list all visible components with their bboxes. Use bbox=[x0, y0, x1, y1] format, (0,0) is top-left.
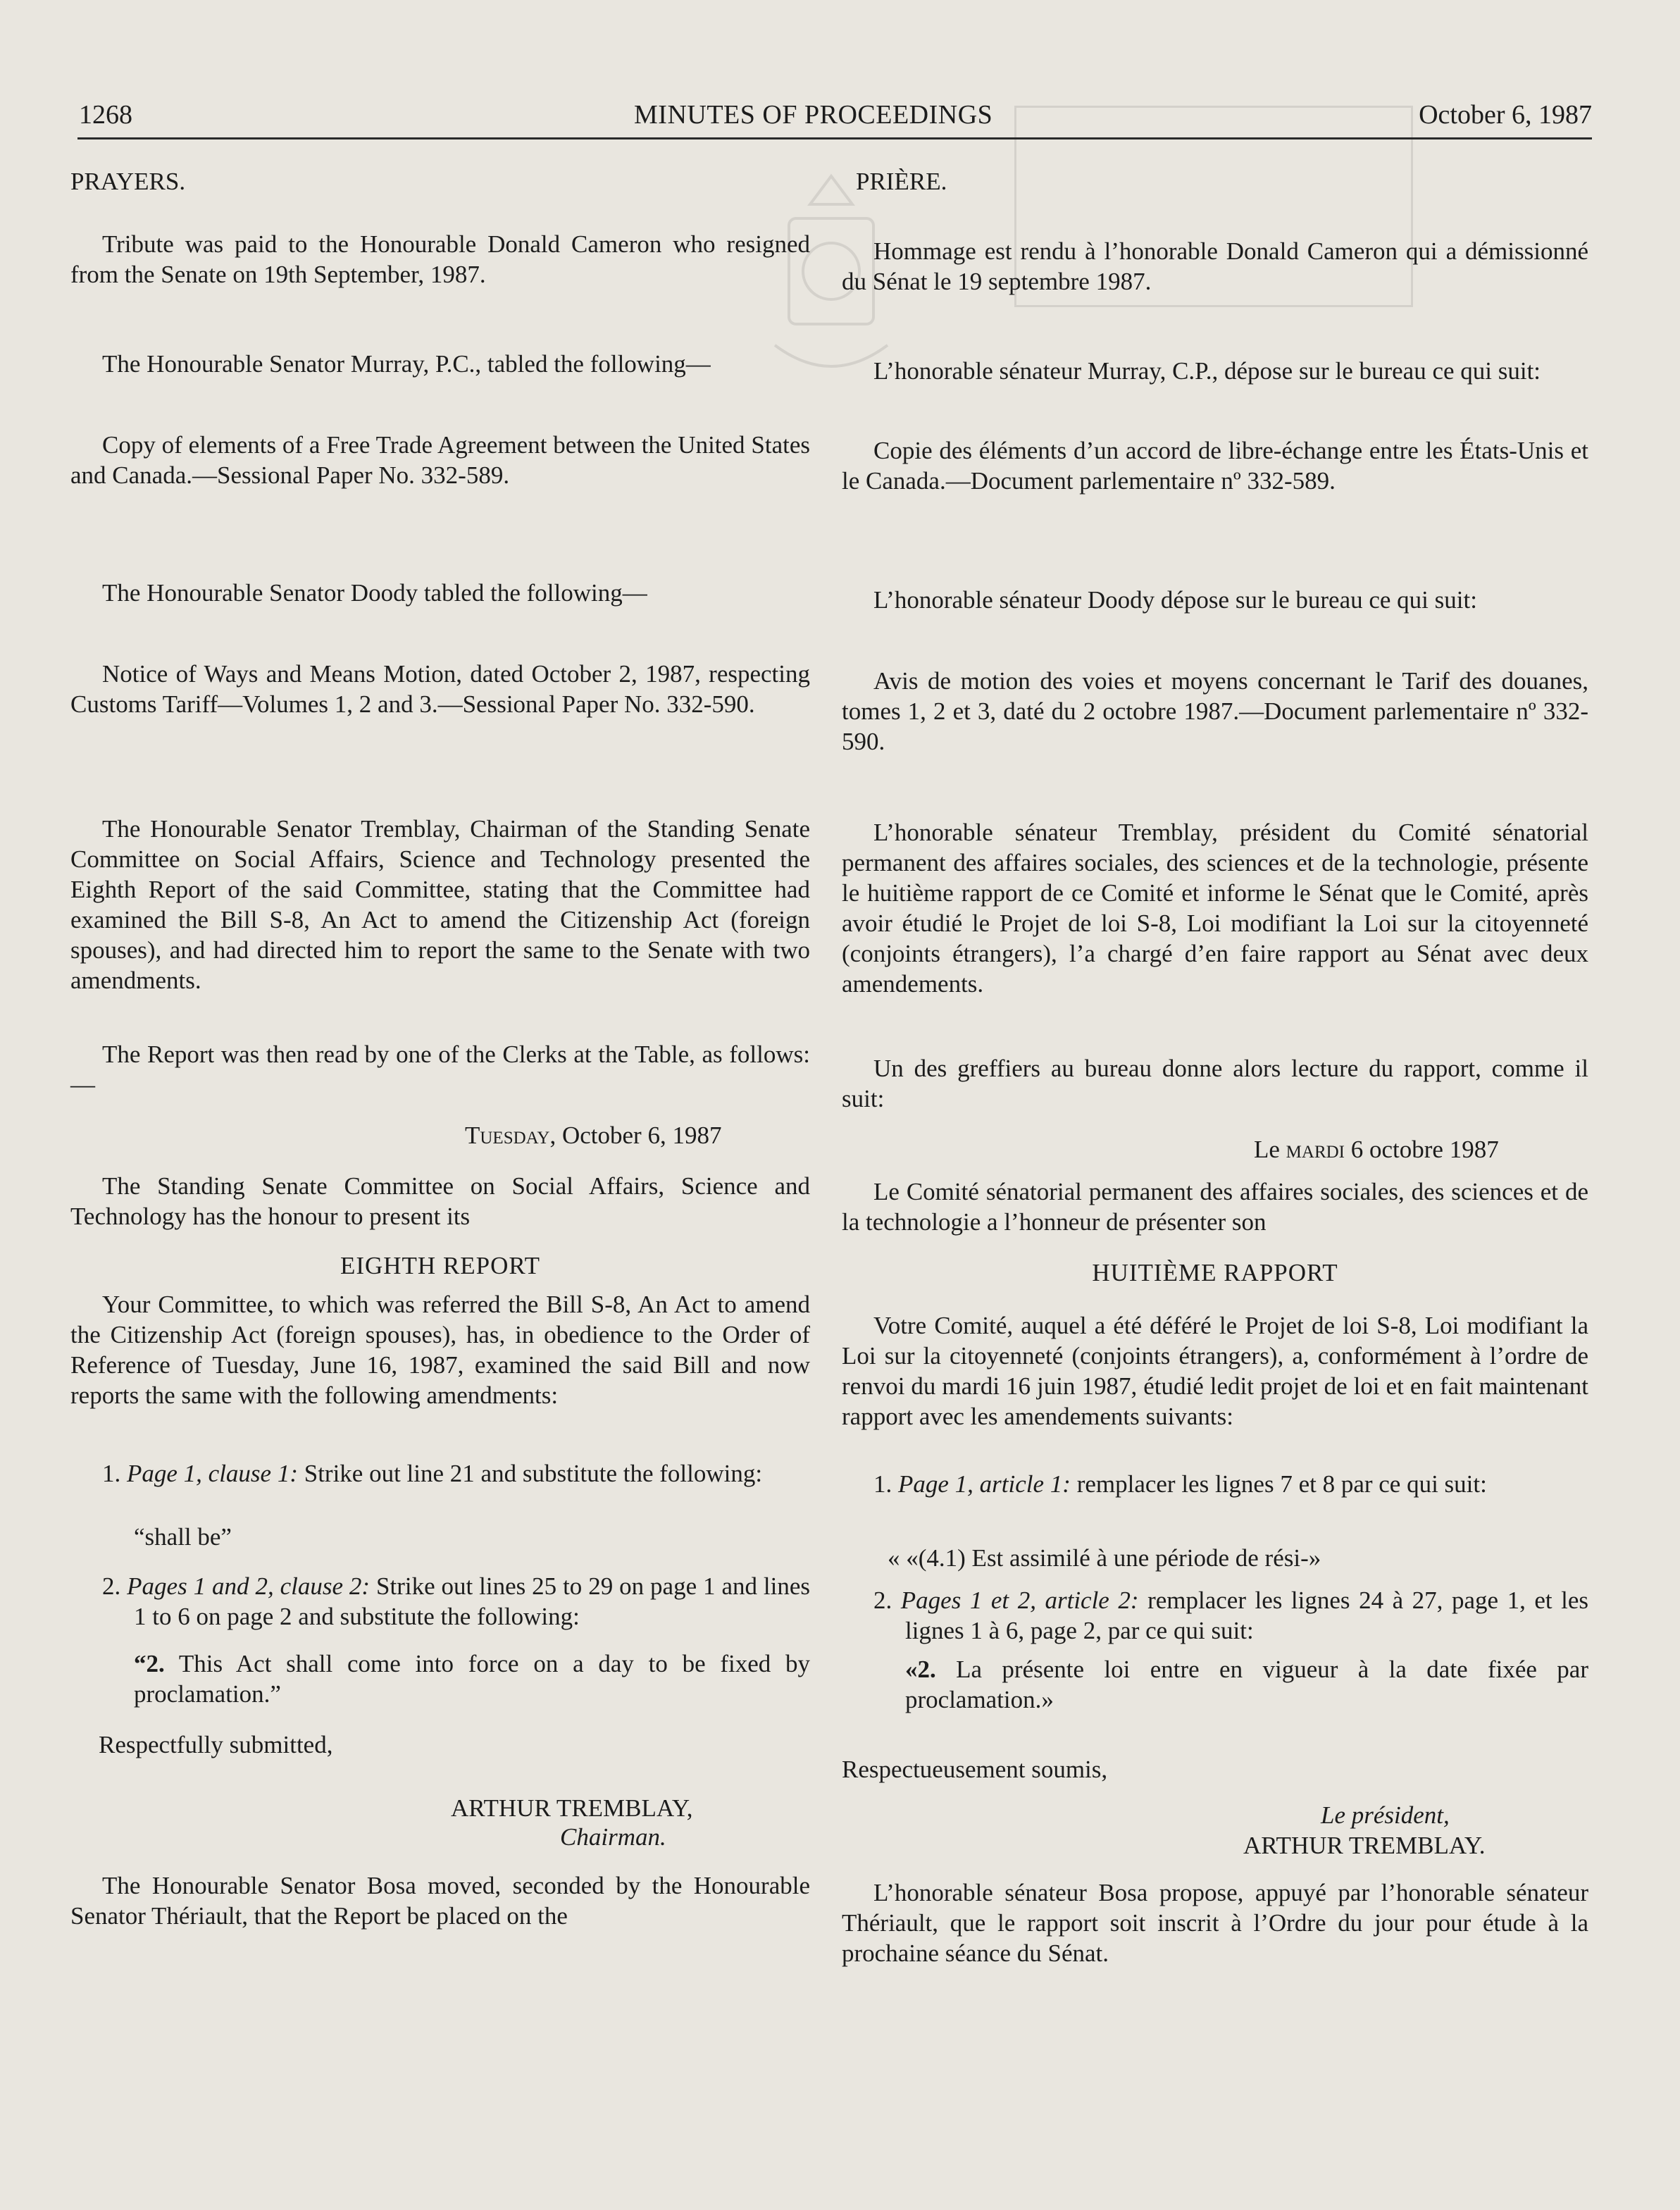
amendment-2-number: 2. bbox=[102, 1572, 121, 1600]
report-date-rest: , October 6, 1987 bbox=[549, 1122, 722, 1149]
amendment-2 bbox=[102, 1571, 810, 1632]
respectfully-submitted: Respectfully submitted, bbox=[99, 1731, 333, 1758]
hommage-paragraph: Hommage est rendu à l’honorable Donald Cameron qui a démissionné du Sénat le 19 septembre 1987. bbox=[842, 237, 1588, 295]
amendement-2-quote-text: La présente loi entre en vigueur à la date fixée par proclamation.» bbox=[905, 1656, 1588, 1713]
amendment-2-reference: Pages 1 and 2, clause 2: bbox=[127, 1572, 371, 1600]
report-read-paragraph: The Report was then read by one of the Clerks at the Table, as follows:— bbox=[70, 1041, 810, 1098]
running-header bbox=[77, 95, 1592, 139]
rapport-date-le: Le bbox=[1254, 1136, 1286, 1163]
lecture-rapport-paragraph: Un des greffiers au bureau donne alors lecture du rapport, comme il suit: bbox=[842, 1055, 1588, 1112]
amendment-2-quote-number: “2. bbox=[134, 1650, 165, 1677]
amendement-2-quote-number: «2. bbox=[905, 1656, 936, 1683]
murray-tabled-paragraph: The Honourable Senator Murray, P.C., tabled the following— bbox=[102, 350, 711, 378]
amendement-2 bbox=[873, 1585, 1588, 1646]
president-title: Le président, bbox=[1321, 1801, 1450, 1829]
rapport-body-paragraph: Votre Comité, auquel a été déféré le Projet de loi S-8, Loi modifiant la Loi sur la citoyenneté (conjoints étrangers), a, conformément à l’ordre de renvoi du mardi 16 juin 1987, étudié ledit projet de loi et en fait maintenant rapport avec les amendements suivants: bbox=[842, 1312, 1588, 1430]
rapport-date-day: mardi bbox=[1286, 1136, 1345, 1163]
report-date bbox=[465, 1120, 810, 1150]
page-number: 1268 bbox=[79, 100, 132, 130]
amendement-1-number: 1. bbox=[873, 1470, 892, 1498]
amendement-1 bbox=[873, 1469, 1588, 1499]
amendment-1-text: Strike out line 21 and substitute the following: bbox=[297, 1460, 763, 1487]
tremblay-presented-paragraph: The Honourable Senator Tremblay, Chairman of the Standing Senate Committee on Social Affairs, Science and Technology presented the Eighth Report of the said Committee, stating that the Committee had examined the Bill S-8, An Act to amend the Citizenship Act (foreign spouses), and had directed him to report the same to the Senate with two amendments. bbox=[70, 815, 810, 994]
murray-depose-paragraph: L’honorable sénateur Murray, C.P., dépose sur le bureau ce qui suit: bbox=[873, 357, 1541, 385]
signer-name: ARTHUR TREMBLAY, bbox=[451, 1794, 693, 1822]
murray-paper-paragraph: Copy of elements of a Free Trade Agreement between the United States and Canada.—Sessional Paper No. 332-589. bbox=[70, 431, 810, 489]
tremblay-presente-paragraph: L’honorable sénateur Tremblay, président du Comité sénatorial permanent des affaires sociales, des sciences et de la technologie, présente le huitième rapport de ce Comité et informe le Sénat que le Comité, après avoir étudié le Projet de loi S-8, Loi modifiant la Loi sur la citoyenneté (conjoints étrangers), l’a chargé d’en faire rapport au Sénat avec deux amendements. bbox=[842, 819, 1588, 998]
rapport-date bbox=[1254, 1134, 1588, 1165]
header-date: October 6, 1987 bbox=[1419, 100, 1592, 130]
header-title: MINUTES OF PROCEEDINGS bbox=[634, 100, 993, 130]
murray-document-paragraph: Copie des éléments d’un accord de libre-échange entre les États-Unis et le Canada.—Document parlementaire nº 332-589. bbox=[842, 437, 1588, 495]
bosa-moved-paragraph: The Honourable Senator Bosa moved, seconded by the Honourable Senator Thériault, that the Report be placed on the bbox=[70, 1872, 810, 1930]
priere-heading: PRIÈRE. bbox=[856, 168, 947, 195]
amendment-1-quote: “shall be” bbox=[134, 1523, 232, 1551]
amendement-1-text: remplacer les lignes 7 et 8 par ce qui suit: bbox=[1070, 1470, 1487, 1498]
report-title: EIGHTH REPORT bbox=[340, 1252, 541, 1279]
doody-depose-paragraph: L’honorable sénateur Doody dépose sur le bureau ce qui suit: bbox=[873, 586, 1477, 614]
report-body-paragraph: Your Committee, to which was referred the Bill S-8, An Act to amend the Citizenship Act (foreign spouses), has, in obedience to the Order of Reference of Tuesday, June 16, 1987, examined the said Bill and now reports the same with the following amendments: bbox=[70, 1291, 810, 1409]
rapport-date-rest: 6 octobre 1987 bbox=[1345, 1136, 1499, 1163]
doody-paper-paragraph: Notice of Ways and Means Motion, dated October 2, 1987, respecting Customs Tariff—Volumes 1, 2 and 3.—Sessional Paper No. 332-590. bbox=[70, 660, 810, 718]
amendement-1-quote: « «(4.1) Est assimilé à une période de rési-» bbox=[888, 1544, 1321, 1572]
amendment-2-quote bbox=[102, 1649, 810, 1709]
respectueusement-soumis: Respectueusement soumis, bbox=[842, 1756, 1108, 1783]
doody-tabled-paragraph: The Honourable Senator Doody tabled the following— bbox=[102, 579, 647, 607]
amendement-2-quote bbox=[873, 1654, 1588, 1715]
amendement-1-reference: Page 1, article 1: bbox=[898, 1470, 1071, 1498]
bosa-propose-paragraph: L’honorable sénateur Bosa propose, appuyé par l’honorable sénateur Thériault, que le rapport soit inscrit à l’Ordre du jour pour étude à la prochaine séance du Sénat. bbox=[842, 1879, 1588, 1967]
amendement-2-text: remplacer les lignes 24 à 27, page 1, et les lignes 1 à 6, page 2, par ce qui suit: bbox=[905, 1587, 1589, 1644]
comite-honneur-paragraph: Le Comité sénatorial permanent des affaires sociales, des sciences et de la technologie a l’honneur de présenter son bbox=[842, 1178, 1588, 1236]
report-date-day: Tuesday bbox=[465, 1122, 550, 1149]
president-name: ARTHUR TREMBLAY. bbox=[1243, 1832, 1486, 1859]
prayers-heading: PRAYERS. bbox=[70, 168, 186, 195]
rapport-title: HUITIÈME RAPPORT bbox=[1092, 1259, 1338, 1286]
amendment-1 bbox=[102, 1458, 810, 1489]
amendment-1-reference: Page 1, clause 1: bbox=[127, 1460, 298, 1487]
tribute-paragraph: Tribute was paid to the Honourable Donald Cameron who resigned from the Senate on 19th September, 1987. bbox=[70, 230, 810, 288]
amendment-1-number: 1. bbox=[102, 1460, 121, 1487]
committee-honour-paragraph: The Standing Senate Committee on Social Affairs, Science and Technology has the honour to present its bbox=[70, 1172, 810, 1230]
amendement-2-number: 2. bbox=[873, 1587, 892, 1614]
amendement-2-reference: Pages 1 et 2, article 2: bbox=[900, 1587, 1139, 1614]
signer-title: Chairman. bbox=[560, 1823, 666, 1851]
amendment-2-text: Strike out lines 25 to 29 on page 1 and lines 1 to 6 on page 2 and substitute the following: bbox=[134, 1572, 810, 1630]
doody-document-paragraph: Avis de motion des voies et moyens concernant le Tarif des douanes, tomes 1, 2 et 3, daté du 2 octobre 1987.—Document parlementaire nº 332-590. bbox=[842, 667, 1588, 755]
amendment-2-quote-text: This Act shall come into force on a day to be fixed by proclamation.” bbox=[134, 1650, 810, 1708]
